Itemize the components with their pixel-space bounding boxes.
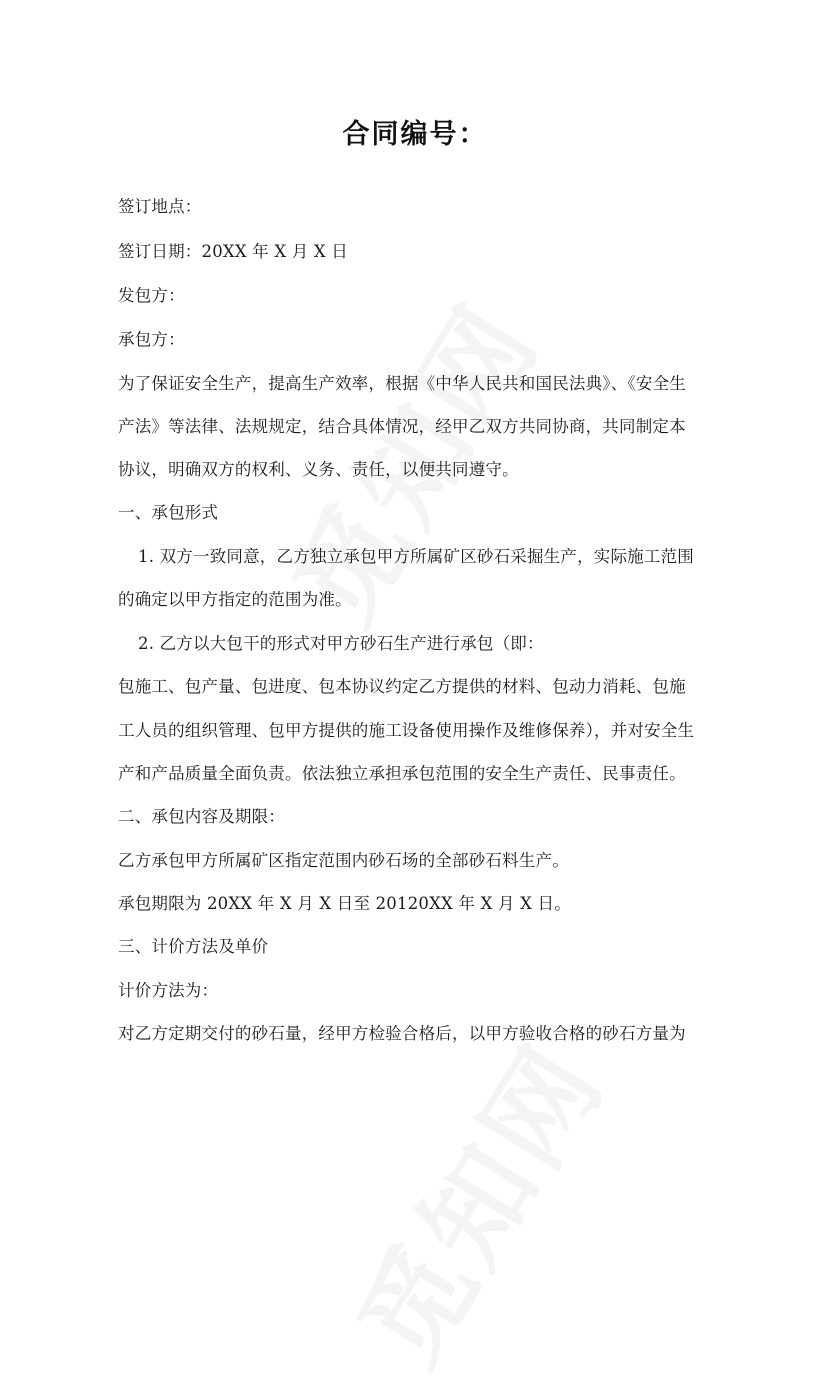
clause-line: 2. 乙方以大包干的形式对甲方砂石生产进行承包（即：	[138, 634, 544, 653]
paragraph: 计价方法为：	[118, 981, 219, 1000]
paragraph: 乙方承包甲方所属矿区指定范围内砂石场的全部砂石料生产。	[118, 851, 569, 870]
paragraph: 承包期限为 20XX 年 X 月 X 日至 20120XX 年 X 月 X 日。	[118, 894, 571, 913]
section-heading: 一、承包形式	[118, 503, 219, 522]
preamble-line: 为了保证安全生产，提高生产效率，根据《中华人民共和国民法典》、《安全生	[118, 374, 686, 393]
section-heading: 三、计价方法及单价	[118, 937, 269, 956]
clause-line: 1. 双方一致同意，乙方独立承包甲方所属矿区砂石采掘生产，实际施工范围	[138, 547, 694, 566]
signing-date-label: 签订日期：20XX 年 X 月 X 日	[118, 242, 349, 261]
clause-line: 产和产品质量全面负责。依法独立承担承包范围的安全生产责任、民事责任。	[118, 764, 686, 783]
section-heading: 二、承包内容及期限：	[118, 807, 285, 826]
contractor-label: 承包方：	[118, 330, 185, 349]
watermark	[315, 1010, 633, 1388]
clause-line: 包施工、包产量、包进度、包本协议约定乙方提供的材料、包动力消耗、包施	[118, 677, 686, 696]
paragraph: 对乙方定期交付的砂石量，经甲方检验合格后，以甲方验收合格的砂石方量为	[118, 1024, 686, 1043]
preamble-line: 产法》等法律、法规规定，结合具体情况，经甲乙双方共同协商，共同制定本	[118, 417, 686, 436]
contract-number-title: 合同编号：	[342, 119, 488, 150]
clause-line: 的确定以甲方指定的范围为准。	[118, 590, 352, 609]
clause-line: 工人员的组织管理、包甲方提供的施工设备使用操作及维修保养），并对安全生	[118, 721, 695, 740]
preamble-line: 协议，明确双方的权利、义务、责任，以便共同遵守。	[118, 460, 519, 479]
employer-label: 发包方：	[118, 286, 185, 305]
signing-place-label: 签订地点：	[118, 197, 202, 216]
